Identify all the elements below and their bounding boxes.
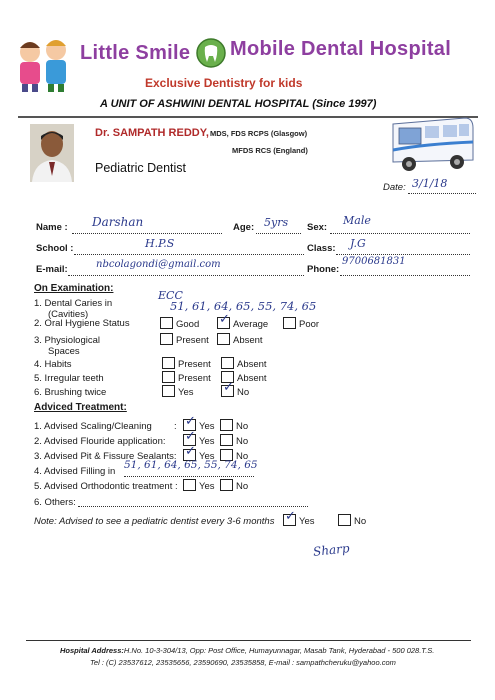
option-yes-label: Yes: [199, 451, 215, 462]
tagline: Exclusive Dentistry for kids: [145, 76, 303, 90]
checkbox-no[interactable]: [221, 380, 234, 397]
doctor-signature: Sharp: [312, 541, 351, 559]
oral-hygiene-label: 2. Oral Hygiene Status: [34, 318, 130, 329]
tooth-logo-icon: [196, 36, 226, 70]
option-no-label: No: [236, 481, 249, 492]
orthodontic-yes[interactable]: [183, 479, 215, 492]
email-value: nbcolagondi@gmail.com: [96, 259, 221, 270]
date-line: [408, 193, 476, 194]
date-label: Date:: [383, 182, 406, 193]
checkbox-average[interactable]: [217, 312, 230, 329]
class-value: J.G: [350, 237, 366, 250]
option-no-label: No: [236, 421, 249, 432]
brand-title-right: Mobile Dental Hospital: [230, 38, 452, 60]
name-label: Name :: [36, 222, 68, 233]
age-label: Age:: [233, 222, 255, 233]
brushing-yes[interactable]: [162, 385, 194, 398]
checkbox-present[interactable]: [160, 333, 173, 345]
footer-address: [60, 646, 434, 655]
doctor-title: Pediatric Dentist: [95, 161, 187, 175]
irregular-present[interactable]: [162, 371, 211, 384]
checkmark-icon: ✓: [223, 380, 234, 395]
brushing-label: 6. Brushing twice: [34, 387, 107, 398]
mobile-bus-image: [385, 114, 477, 176]
option-absent-label: Absent: [237, 359, 267, 370]
doctor-qualification-1: MDS, FDS RCPS (Glasgow): [210, 129, 308, 138]
checkmark-icon: ✓: [185, 429, 196, 444]
checkbox-poor[interactable]: [283, 317, 296, 329]
phone-value: 9700681831: [342, 256, 406, 267]
name-value: Darshan: [92, 215, 144, 229]
option-yes-label: Yes: [178, 387, 194, 398]
orthodontic-label: 5. Advised Orthodontic treatment :: [34, 481, 178, 492]
checkbox-no[interactable]: [220, 419, 233, 431]
checkmark-icon: ✓: [219, 312, 230, 327]
option-present-label: Present: [176, 335, 209, 346]
doctor-photo: [30, 124, 74, 182]
school-value: H.P.S: [145, 237, 175, 250]
checkbox-yes[interactable]: [183, 479, 196, 491]
caries-teeth: 51, 61, 64, 65, 55, 74, 65: [170, 299, 317, 313]
checkbox-yes[interactable]: [283, 509, 296, 526]
scaling-label: 1. Advised Scaling/Cleaning: [34, 421, 152, 432]
habits-label: 4. Habits: [34, 359, 72, 370]
fluoride-label: 2. Advised Flouride application:: [34, 436, 166, 447]
examination-heading: On Examination:: [34, 283, 114, 294]
scaling-sep: :: [174, 421, 177, 432]
option-no-label: No: [354, 516, 367, 527]
habits-absent[interactable]: [221, 357, 267, 370]
school-label: School :: [36, 243, 74, 254]
age-line: [256, 233, 301, 234]
checkbox-good[interactable]: [160, 317, 173, 329]
school-line: [74, 254, 304, 255]
footer-contact: Tel : (C) 23537612, 23535656, 23590690, 23535858, E-mail : sampathcheruku@yahoo.com: [90, 658, 396, 667]
option-yes-label: Yes: [199, 436, 215, 447]
doctor-name: Dr. SAMPATH REDDY,: [95, 127, 209, 139]
sealants-label: 3. Advised Pit & Fissure Sealants:: [34, 451, 177, 462]
option-yes-label: Yes: [299, 516, 315, 527]
caries-label: 1. Dental Caries in: [34, 298, 113, 309]
date-value: 3/1/18: [412, 177, 448, 190]
option-present-label: Present: [178, 359, 211, 370]
physiological-label-sub: Spaces: [48, 346, 80, 357]
checkmark-icon: ✓: [185, 414, 196, 429]
phone-label: Phone:: [307, 264, 340, 275]
option-absent-label: Absent: [237, 373, 267, 384]
note-yes[interactable]: [283, 509, 315, 527]
checkbox-yes[interactable]: [162, 385, 175, 397]
physiological-absent[interactable]: [217, 333, 263, 346]
orthodontic-no[interactable]: [220, 479, 248, 492]
checkbox-no[interactable]: [338, 514, 351, 526]
footer-address-text: H.No. 10-3-304/13, Opp: Post Office, Humayunnagar, Masab Tank, Hyderabad - 500 028.T.S.: [123, 646, 435, 655]
checkbox-present[interactable]: [162, 371, 175, 383]
age-value: 5yrs: [264, 216, 289, 229]
phone-line: [340, 275, 470, 276]
checkmark-icon: ✓: [285, 509, 296, 524]
unit-line: A UNIT OF ASHWINI DENTAL HOSPITAL (Since 1997): [100, 98, 377, 110]
class-line: [336, 254, 470, 255]
treatment-heading: Adviced Treatment:: [34, 402, 127, 413]
class-label: Class:: [307, 243, 336, 254]
checkbox-present[interactable]: [162, 357, 175, 369]
footer-address-label: Hospital Address:: [60, 646, 124, 655]
others-line: [78, 506, 308, 507]
option-absent-label: Absent: [233, 335, 263, 346]
filling-line: [124, 476, 254, 477]
sex-line: [330, 233, 470, 234]
option-good-label: Good: [176, 319, 200, 330]
option-no-label: No: [237, 387, 250, 398]
doctor-qualification-2: MFDS RCS (England): [232, 146, 308, 155]
oral-hygiene-average[interactable]: [217, 312, 269, 330]
option-no-label: No: [236, 436, 249, 447]
filling-teeth: 51, 61, 64, 65, 55, 74, 65: [124, 459, 258, 471]
sex-label: Sex:: [307, 222, 328, 233]
scaling-no[interactable]: [220, 419, 248, 432]
filling-label: 4. Advised Filling in: [34, 466, 116, 477]
footer-divider: [26, 640, 471, 641]
brand-title-left: Little Smile: [80, 42, 191, 64]
fluoride-no[interactable]: [220, 434, 248, 447]
checkbox-no[interactable]: [220, 434, 233, 446]
brushing-no[interactable]: [221, 380, 250, 398]
note-no[interactable]: [338, 514, 366, 527]
physiological-present[interactable]: [160, 333, 209, 346]
oral-hygiene-good[interactable]: [160, 317, 199, 330]
physiological-label: 3. Physiological: [34, 335, 101, 346]
option-poor-label: Poor: [299, 319, 320, 330]
email-line: [68, 275, 304, 276]
checkbox-absent[interactable]: [217, 333, 230, 345]
name-line: [72, 233, 222, 234]
checkbox-absent[interactable]: [221, 357, 234, 369]
option-present-label: Present: [178, 373, 211, 384]
kids-logo: [8, 34, 78, 94]
oral-hygiene-poor[interactable]: [283, 317, 319, 330]
caries-note: ECC: [158, 289, 183, 302]
option-average-label: Average: [233, 319, 269, 330]
habits-present[interactable]: [162, 357, 211, 370]
option-yes-label: Yes: [199, 481, 215, 492]
checkbox-no[interactable]: [220, 479, 233, 491]
option-no-label: No: [236, 451, 249, 462]
advice-note: Note: Advised to see a pediatric dentist every 3-6 months: [34, 516, 275, 527]
caries-label-sub: (Cavities): [48, 309, 89, 320]
option-yes-label: Yes: [199, 421, 215, 432]
irregular-teeth-label: 5. Irregular teeth: [34, 373, 104, 384]
sex-value: Male: [343, 214, 371, 227]
email-label: E-mail:: [36, 264, 68, 275]
checkmark-icon: ✓: [185, 444, 196, 459]
others-label: 6. Others:: [34, 497, 76, 508]
